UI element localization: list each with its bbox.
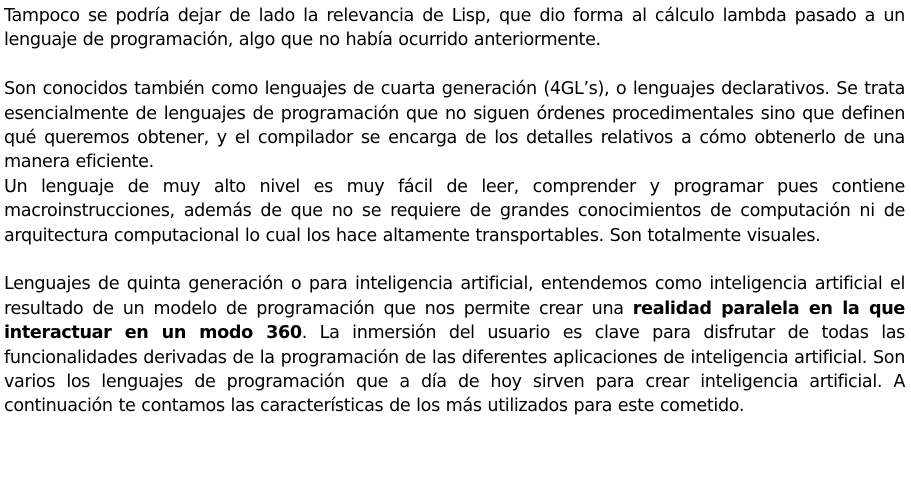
paragraph-high-level: Un lenguaje de muy alto nivel es muy fácil de leer, comprender y programar pues contiene macroinstrucciones, además de que no se requiere de grandes conocimientos de computación ni de arquitectura computacional lo cual los hace altamente transportables. Son totalmente visuales. bbox=[4, 176, 905, 246]
paragraph-spacer bbox=[4, 248, 905, 272]
paragraph-lisp: Tampoco se podría dejar de lado la relevancia de Lisp, que dio forma al cálculo lambda pasado a un lenguaje de programación, algo que no había ocurrido anteriormente. bbox=[4, 6, 905, 51]
paragraph-spacer bbox=[4, 53, 905, 77]
paragraph-text: . La inmersión del usuario es clave para disfrutar de todas las funcionalidades derivadas de la programación de las diferentes aplicaciones de inteligencia artificial. Son varios los lenguajes de programación que a día de hoy sirven para crear inteligencia artificial. A continuación te contamos las características de los más utilizados para este cometido. bbox=[4, 323, 905, 417]
bold-phrase: realidad paralela en la que interactuar en un modo 360 bbox=[4, 298, 905, 344]
paragraph-fifth-generation bbox=[4, 272, 905, 418]
paragraph-text: Lenguajes de quinta generación o para inteligencia artificial, entendemos como inteligencia artificial el resultado de un modelo de programación que nos permite crear una bbox=[4, 274, 905, 319]
paragraph-fourth-generation: Son conocidos también como lenguajes de cuarta generación (4GL’s), o lenguajes declarativos. Se trata esencialmente de lenguajes de programación que no siguen órdenes procedimentales sino que definen qué queremos obtener, y el compilador se encarga de los detalles relativos a cómo obtenerlo de una manera eficiente. bbox=[4, 79, 905, 173]
